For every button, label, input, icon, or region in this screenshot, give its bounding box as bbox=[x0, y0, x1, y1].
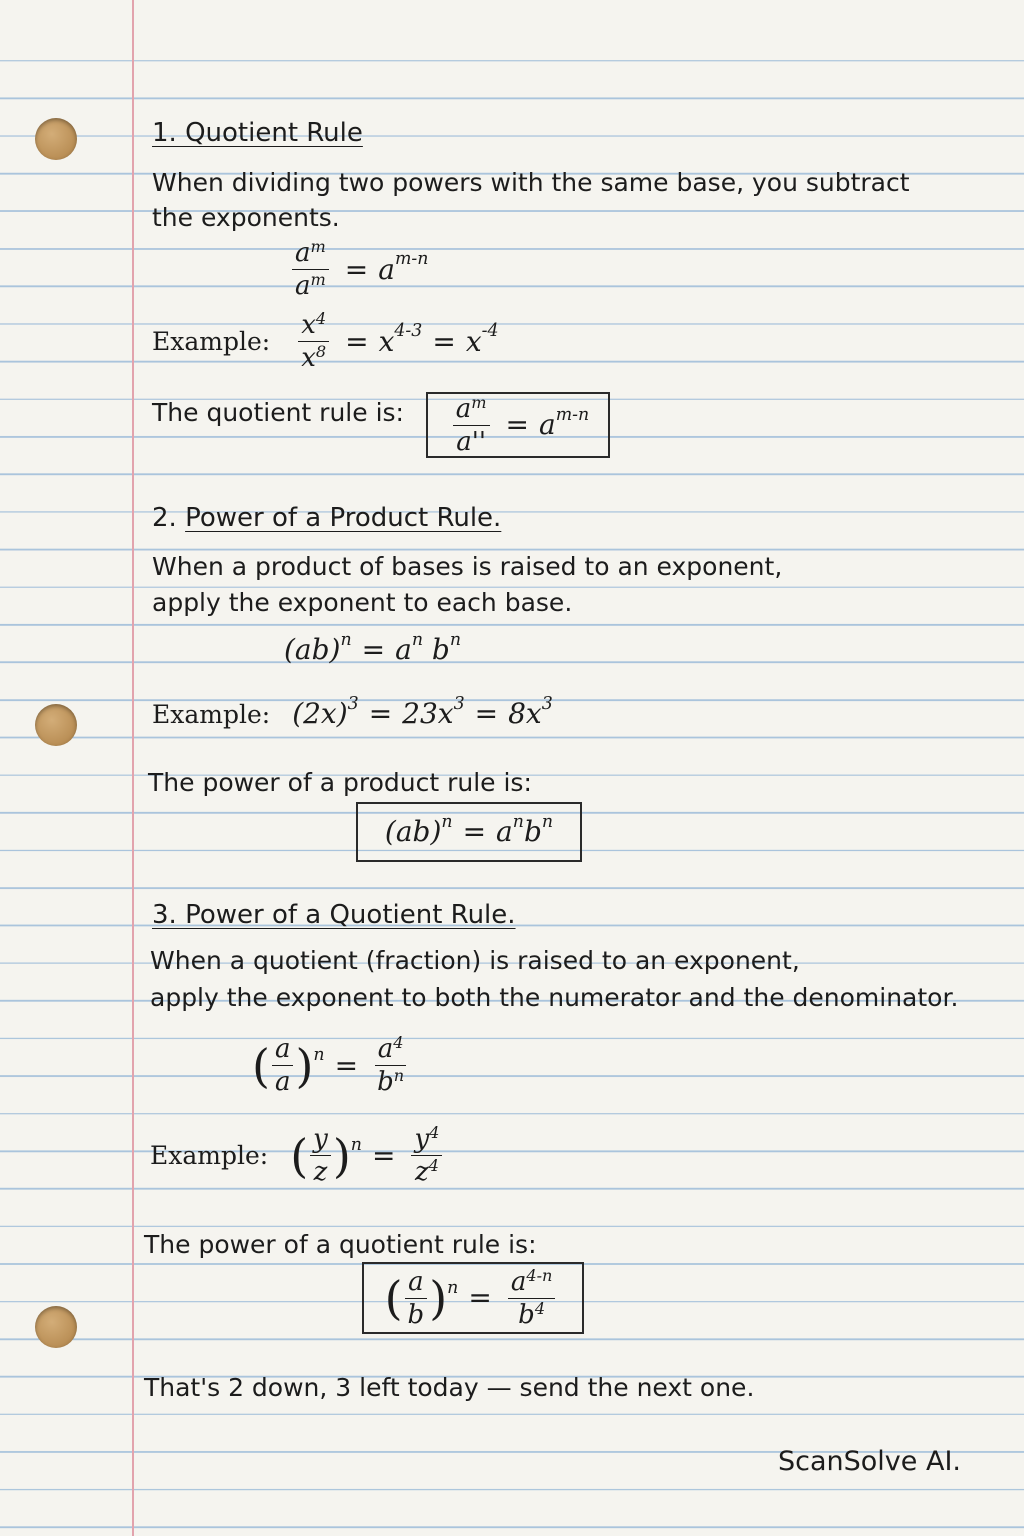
product-rule-box bbox=[356, 802, 582, 862]
quotient-rule-formula: $\frac{a^m}{a^m}$ = a $^{m-n}$ bbox=[286, 240, 428, 299]
quotient-rule-boxed-formula: $\frac{a^m}{a''}$ = a $^{m-n}$ bbox=[447, 396, 589, 455]
quotient-power-box bbox=[362, 1262, 584, 1334]
section1-summary-label: The quotient rule is: bbox=[152, 398, 404, 427]
quotient-rule-example: Example: $\frac{x^4}{x^8}$ = x $^{4-3}$ = x $^{-4}$ bbox=[152, 309, 499, 373]
section3-desc-line2: apply the exponent to both the numerator and the denominator. bbox=[150, 983, 959, 1012]
product-rule-formula: (ab) $^n$ = a $^n$ b $^n$ bbox=[284, 629, 462, 666]
quotient-power-example: Example: ( $\frac{y}{z}$ ) $^n$ = $\frac{y^4}{z^4}$ bbox=[150, 1126, 448, 1185]
section3-summary-label: The power of a quotient rule is: bbox=[144, 1230, 537, 1259]
section1-desc-line2: the exponents. bbox=[152, 203, 340, 232]
section3-desc-line1: When a quotient (fraction) is raised to an exponent, bbox=[150, 946, 800, 975]
punch-hole bbox=[35, 1306, 77, 1348]
section2-desc-line1: When a product of bases is raised to an exponent, bbox=[152, 552, 783, 581]
section3-heading: 3. Power of a Quotient Rule. bbox=[152, 900, 516, 930]
quotient-rule-box bbox=[426, 392, 610, 458]
quotient-power-formula: ( $\frac{a}{a}$ ) $^n$ = $\frac{a^4}{b^n}$ bbox=[252, 1036, 413, 1095]
product-rule-example: Example: (2x) $^3$ = 23x $^3$ = 8x $^3$ bbox=[152, 693, 553, 730]
closing-line: That's 2 down, 3 left today — send the next one. bbox=[144, 1373, 755, 1402]
section2-summary-label: The power of a product rule is: bbox=[148, 768, 532, 797]
section2-heading: 2. Power of a Product Rule. bbox=[152, 503, 502, 533]
punch-hole bbox=[35, 118, 77, 160]
quotient-power-boxed-formula: ( $\frac{a}{b}$ ) $^n$ = $\frac{a^{4-n}}{b^4}$ bbox=[385, 1269, 562, 1328]
punch-hole bbox=[35, 704, 77, 746]
section1-heading: 1. Quotient Rule bbox=[152, 118, 363, 148]
section2-desc-line2: apply the exponent to each base. bbox=[152, 588, 573, 617]
signature: ScanSolve AI. bbox=[778, 1446, 961, 1477]
section1-desc-line1: When dividing two powers with the same base, you subtract bbox=[152, 168, 910, 197]
margin-line bbox=[132, 0, 134, 1536]
product-rule-boxed-formula: (ab) $^n$ = a $^n$ b $^n$ bbox=[384, 811, 554, 848]
